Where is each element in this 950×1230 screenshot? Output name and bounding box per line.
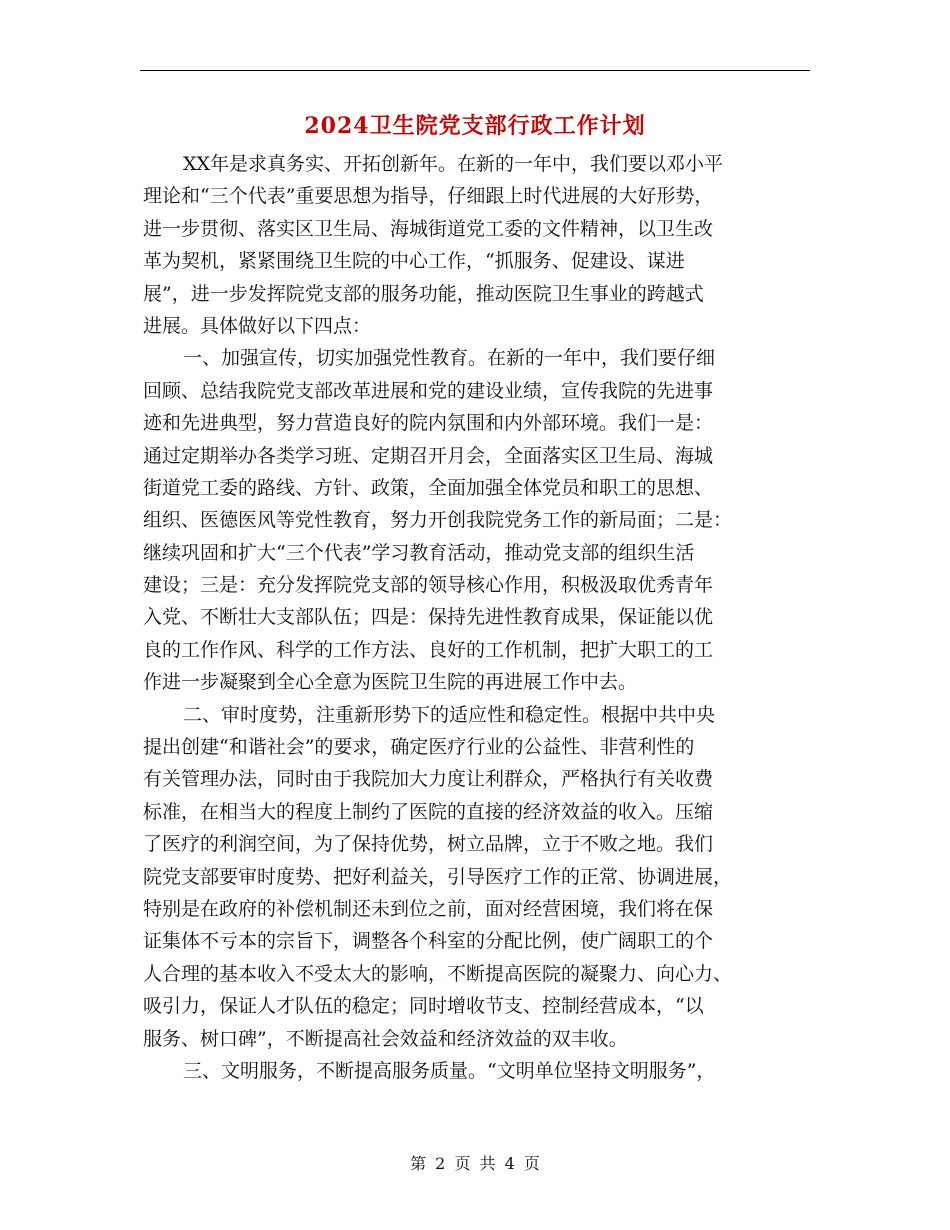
body-line: 街道党工委的路线、方针、政策，全面加强全体党员和职工的思想、 (143, 476, 714, 499)
body-line: 组织、医德医风等党性教育，努力开创我院党务工作的新局面；二是： (143, 509, 733, 532)
body-line: XX年是求真务实、开拓创新年。在新的一年中，我们要以邓小平 (183, 153, 724, 175)
body-line: 有关管理办法，同时由于我院加大力度让利群众，严格执行有关收费 (143, 768, 714, 791)
body-line: 展”，进一步发挥院党支部的服务功能，推动医院卫生事业的跨越式 (143, 282, 704, 305)
body-line: 建设；三是：充分发挥院党支部的领导核心作用，积极汲取优秀青年 (143, 574, 714, 597)
body-line: 入党、不断壮大支部队伍；四是：保持先进性教育成果，保证能以优 (143, 606, 714, 629)
body-line: 院党支部要审时度势、把好利益关，引导医疗工作的正常、协调进展， (143, 865, 733, 888)
body-line: 作进一步凝聚到全心全意为医院卫生院的再进展工作中去。 (143, 671, 638, 694)
body-line: 人合理的基本收入不受太大的影响，不断提高医院的凝聚力、向心力、 (143, 962, 733, 985)
body-line: 提出创建“和谐社会”的要求，确定医疗行业的公益性、非营利性的 (143, 736, 695, 759)
body-line: 迹和先进典型，努力营造良好的院内氛围和内外部环境。我们一是： (143, 412, 714, 435)
body-line: 了医疗的利润空间，为了保持优势，树立品牌，立于不败之地。我们 (143, 833, 714, 856)
body-line: 继续巩固和扩大“三个代表”学习教育活动，推动党支部的组织生活 (143, 541, 695, 564)
body-line: 吸引力，保证人才队伍的稳定；同时增收节支、控制经营成本，“以 (143, 995, 704, 1018)
body-line: 革为契机，紧紧围绕卫生院的中心工作，“抓服务、促建设、谋进 (143, 250, 685, 273)
page-number-footer: 第 2 页 共 4 页 (410, 1154, 540, 1173)
body-line: 通过定期举办各类学习班、定期召开月会，全面落实区卫生局、海城 (143, 444, 714, 467)
body-line: 特别是在政府的补偿机制还未到位之前，面对经营困境，我们将在保 (143, 897, 714, 920)
body-line: 一、加强宣传，切实加强党性教育。在新的一年中，我们要仔细 (183, 347, 716, 370)
body-line: 良的工作作风、科学的工作方法、良好的工作机制，把扩大职工的工 (143, 638, 714, 661)
body-line: 回顾、总结我院党支部改革进展和党的建设业绩，宣传我院的先进事 (143, 379, 714, 402)
body-line: 服务、树口碑”，不断提高社会效益和经济效益的双丰收。 (143, 1027, 628, 1050)
body-line: 标准，在相当大的程度上制约了医院的直接的经济效益的收入。压缩 (143, 800, 714, 823)
document-body (143, 148, 815, 1087)
document-title: 2024卫生院党支部行政工作计划 (304, 113, 646, 139)
body-line: 证集体不亏本的宗旨下，调整各个科室的分配比例，使广阔职工的个 (143, 930, 714, 953)
body-line: 进一步贯彻、落实区卫生局、海城街道党工委的文件精神，以卫生改 (143, 217, 714, 240)
header-rule (140, 70, 810, 71)
body-line: 三、文明服务，不断提高服务质量。“文明单位坚持文明服务”， (183, 1059, 716, 1082)
body-line: 二、审时度势，注重新形势下的适应性和稳定性。根据中共中央 (183, 703, 716, 726)
body-line: 理论和“三个代表”重要思想为指导，仔细跟上时代进展的大好形势， (143, 185, 714, 208)
body-line: 进展。具体做好以下四点： (143, 314, 372, 337)
